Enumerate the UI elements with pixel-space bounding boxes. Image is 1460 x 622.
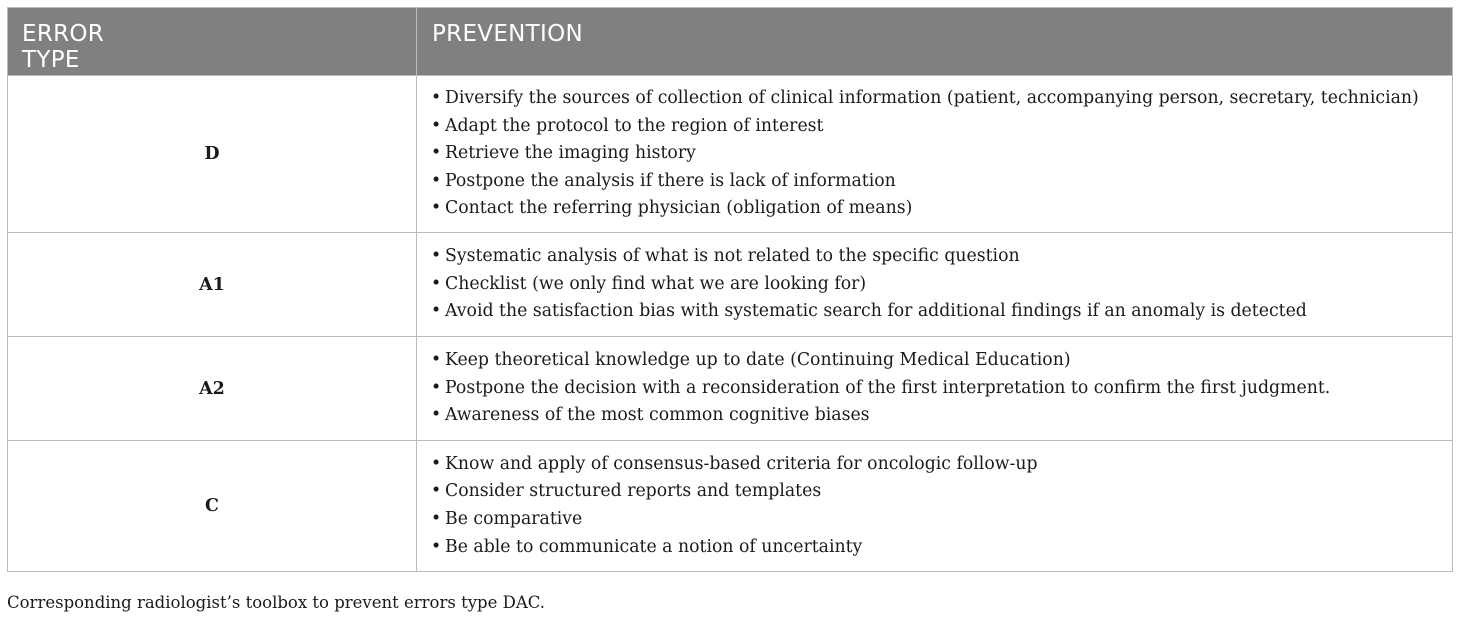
header-prevention: PREVENTION xyxy=(417,8,1453,76)
list-item xyxy=(431,347,1438,375)
list-item xyxy=(431,113,1438,141)
list-item xyxy=(431,402,1438,430)
list-item xyxy=(431,478,1438,506)
bullet: • xyxy=(431,88,442,109)
prevention-cell xyxy=(417,76,1453,233)
error-type-cell: D xyxy=(8,76,417,233)
list-item-text: Postpone the analysis if there is lack of information xyxy=(445,170,896,191)
list-item-text: Be comparative xyxy=(445,509,583,529)
bullet: • xyxy=(431,453,442,474)
table-row xyxy=(8,76,1453,233)
bullet: • xyxy=(431,405,442,426)
error-type-cell: A2 xyxy=(8,337,417,441)
bullet: • xyxy=(431,273,442,294)
bullet: • xyxy=(431,143,442,164)
list-item xyxy=(431,298,1438,326)
bullet: • xyxy=(431,350,442,371)
prevention-list xyxy=(431,243,1438,326)
error-type-cell: C xyxy=(8,441,417,572)
bullet: • xyxy=(431,115,442,136)
list-item-text: Postpone the decision with a reconsideration of the first interpretation to confirm the first judgment. xyxy=(445,377,1331,398)
list-item-text: Adapt the protocol to the region of interest xyxy=(445,115,824,136)
list-item-text: Awareness of the most common cognitive biases xyxy=(445,405,870,426)
prevention-list xyxy=(431,85,1438,223)
list-item-text: Retrieve the imaging history xyxy=(445,143,696,164)
table-row xyxy=(8,337,1453,441)
list-item-text: Consider structured reports and templates xyxy=(445,481,822,502)
list-item-text: Keep theoretical knowledge up to date (Continuing Medical Education) xyxy=(445,350,1071,371)
bullet: • xyxy=(431,481,442,502)
list-item xyxy=(431,534,1438,562)
bullet: • xyxy=(431,377,442,398)
list-item xyxy=(431,195,1438,223)
bullet: • xyxy=(431,246,442,267)
prevention-cell xyxy=(417,337,1453,441)
list-item-text: Know and apply of consensus-based criteria for oncologic follow-up xyxy=(445,453,1038,474)
error-prevention-table xyxy=(7,7,1453,572)
list-item-text: Diversify the sources of collection of clinical information (patient, accompanying person, secretary, technician) xyxy=(445,88,1419,109)
list-item-text: Checklist (we only find what we are looking for) xyxy=(445,273,867,294)
bullet: • xyxy=(431,198,442,219)
header-error-type-line-2: TYPE xyxy=(22,47,80,73)
prevention-list xyxy=(431,347,1438,430)
prevention-list xyxy=(431,451,1438,561)
list-item xyxy=(431,451,1438,479)
error-type-cell: A1 xyxy=(8,233,417,337)
header-error-type xyxy=(8,8,417,76)
table-row xyxy=(8,233,1453,337)
list-item xyxy=(431,243,1438,271)
list-item xyxy=(431,506,1438,534)
list-item xyxy=(431,271,1438,299)
table-caption: Corresponding radiologist’s toolbox to prevent errors type DAC. xyxy=(7,593,546,612)
list-item xyxy=(431,85,1438,113)
header-error-type-line-1: ERROR xyxy=(22,21,105,47)
prevention-cell xyxy=(417,441,1453,572)
table-header-row xyxy=(8,8,1453,76)
table-row xyxy=(8,441,1453,572)
list-item-text: Avoid the satisfaction bias with systematic search for additional findings if an anomaly is detected xyxy=(445,301,1307,322)
bullet: • xyxy=(431,536,442,557)
bullet: • xyxy=(431,509,442,529)
bullet: • xyxy=(431,301,442,322)
bullet: • xyxy=(431,170,442,191)
list-item xyxy=(431,375,1438,403)
error-prevention-table-container xyxy=(7,7,1452,572)
prevention-cell xyxy=(417,233,1453,337)
list-item-text: Systematic analysis of what is not related to the specific question xyxy=(445,246,1020,267)
list-item-text: Be able to communicate a notion of uncertainty xyxy=(445,536,863,557)
list-item xyxy=(431,168,1438,196)
list-item-text: Contact the referring physician (obligation of means) xyxy=(445,198,913,219)
list-item xyxy=(431,140,1438,168)
